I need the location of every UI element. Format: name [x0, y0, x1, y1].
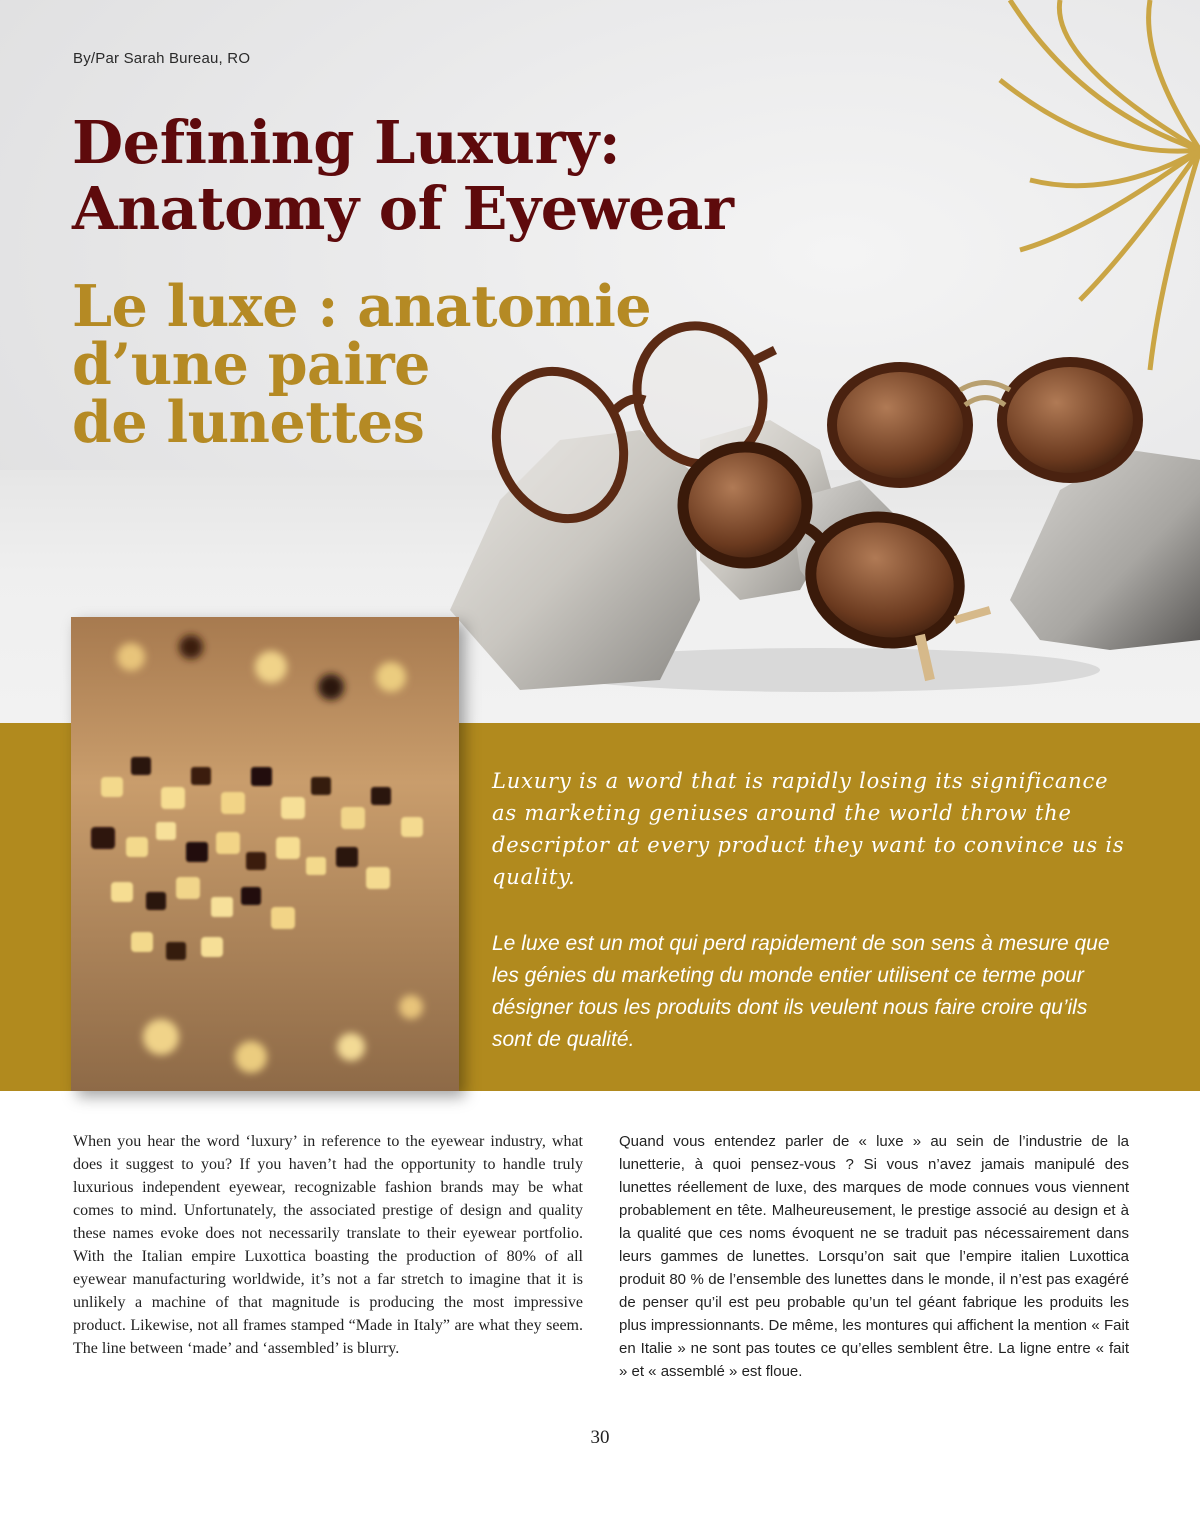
title-french: Le luxe : anatomie d’une paire de lunettes: [72, 273, 652, 456]
pull-quote-french: Le luxe est un mot qui perd rapidement de son sens à mesure que les génies du marketing du monde entier utilisent ce terme pour désigner tous les produits dont ils veulent nous faire croire qu’ils sont de qualité.: [492, 932, 1110, 1051]
body-text-english: When you hear the word ‘luxury’ in reference to the eyewear industry, what does it suggest to you? If you haven’t had the opportunity to handle truly luxurious independent eyewear, recognizable fashion brands may be what comes to mind. Unfortunately, the associated prestige of design and quality these names evoke does not necessarily translate to their eyewear portfolio. With the Italian empire Luxottica boasting the production of 80% of all eyewear manufacturing worldwide, it’s not a far stretch to imagine that it is unlikely a machine of that magnitude is producing the most impressive product. Likewise, not all frames stamped “Made in Italy” are what they seem. The line between ‘made’ and ‘assembled’ is blurry.: [73, 1133, 583, 1357]
page-number: 30: [590, 1427, 610, 1448]
acetate-pellets-photo: [71, 617, 459, 1091]
title-english: Defining Luxury: Anatomy of Eyewear: [72, 108, 734, 243]
byline: By/Par Sarah Bureau, RO: [73, 50, 251, 67]
pull-quote-english: Luxury is a word that is rapidly losing its significance as marketing geniuses around the world throw the descriptor at every product they want to convince us is quality.: [492, 769, 1125, 889]
body-text-french: Quand vous entendez parler de « luxe » au sein de l’industrie de la lunetterie, à quoi pensez-vous ? Si vous n’avez jamais manipulé des lunettes réellement de luxe, des marques de mode connues vous viennent probablement en tête. Malheureusement, le prestige associé au design et à la qualité que ces noms évoquent ne se traduit pas nécessairement dans leurs gammes de lunettes. Lorsqu’on sait que l’empire italien Luxottica produit 80 % de l’ensemble des lunettes dans le monde, il n’est pas exagéré de penser qu’il est peu probable qu’un tel géant fabrique les produits les plus impressionnants. De même, les montures qui affichent la mention « Fait en Italie » ne sont pas toutes ce qu’elles semblent être. La ligne entre « fait » et « assemblé » est floue.: [619, 1133, 1129, 1380]
